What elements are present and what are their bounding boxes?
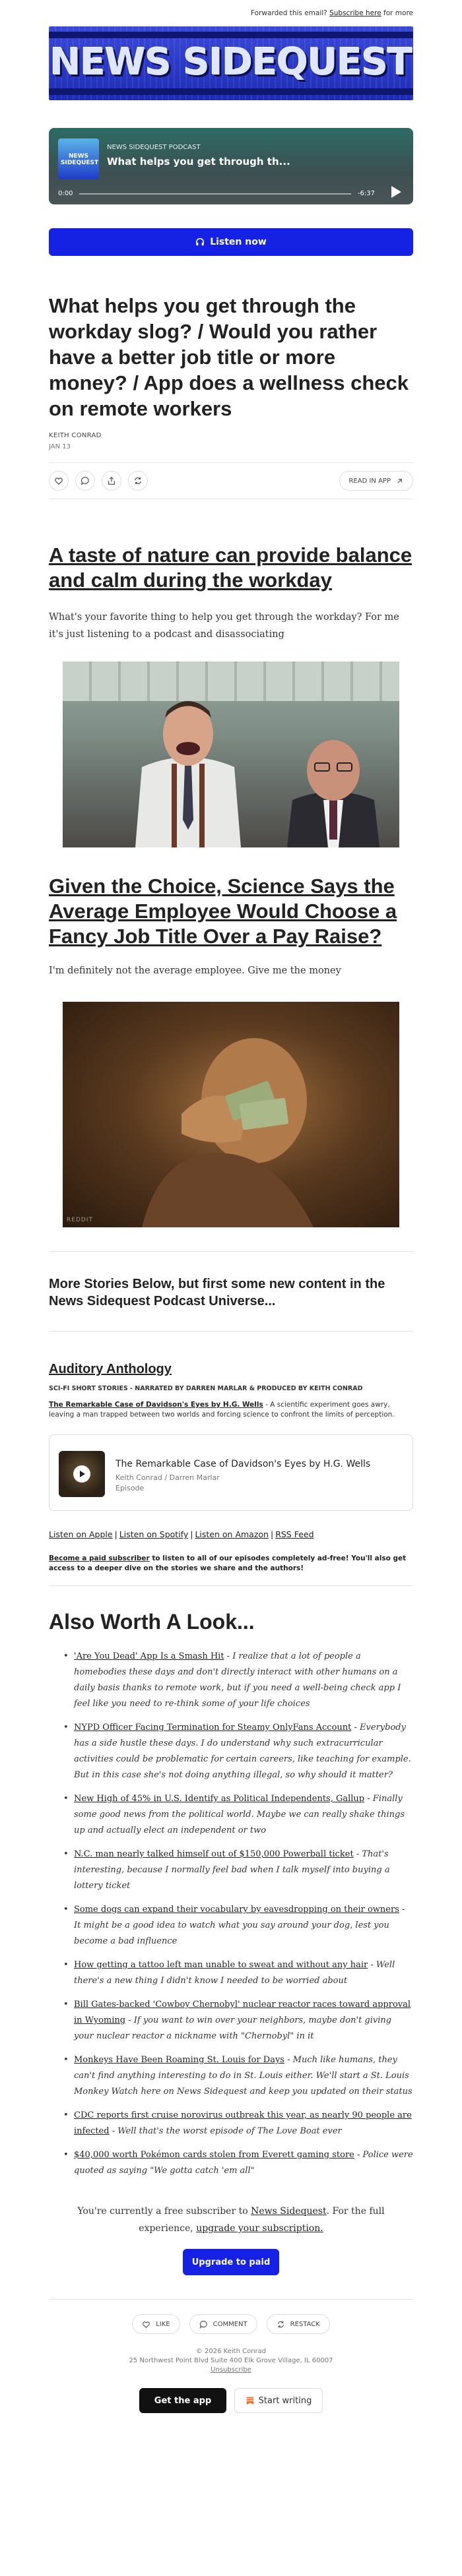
story-list bbox=[49, 1649, 413, 2179]
divider bbox=[49, 1251, 413, 1252]
address: 25 Northwest Point Blvd Suite 400 Elk Grove Village, IL 60007 bbox=[129, 2357, 333, 2364]
divider bbox=[49, 2299, 413, 2300]
subscription-text: You're currently a free subscriber to bbox=[77, 2206, 251, 2217]
heart-icon bbox=[54, 476, 63, 485]
story-comment: - I realize that a lot of people a homebodies these days and don't directly interact with other humans on a daily basis thanks to remote work, but if you need a well-being check app I feel like you need to re-think some of your life choices bbox=[74, 1651, 401, 1709]
banner-logo-text: NEWS SIDEQUEST bbox=[50, 41, 412, 84]
share-icon bbox=[107, 476, 116, 485]
time-remaining: -6:37 bbox=[357, 190, 375, 197]
listen-amazon-link[interactable]: Listen on Amazon bbox=[195, 1529, 269, 1539]
post-actions-bar bbox=[49, 462, 413, 499]
footer-actions bbox=[49, 2314, 413, 2334]
story-comment: - Finally some good news from the political world. Maybe we can really shake things up and actually elect an independent or two bbox=[74, 1794, 405, 1835]
listen-now-button[interactable] bbox=[49, 228, 413, 256]
section-body-nature: What's your favorite thing to help you get through the workday? For me it's just listening to a podcast and disassociating bbox=[49, 612, 399, 640]
listen-apple-link[interactable]: Listen on Apple bbox=[49, 1529, 113, 1539]
laughing-man-figure bbox=[135, 688, 241, 847]
anthology-subtitle: SCI-FI SHORT STORIES - NARRATED BY DARREN MARLAR & PRODUCED BY KEITH CONRAD bbox=[49, 1385, 363, 1392]
list-item bbox=[74, 1649, 413, 1712]
story-comment: - Police were quoted as saying "We gotta catch 'em all" bbox=[74, 2150, 413, 2176]
post-date: JAN 13 bbox=[49, 443, 71, 450]
list-item bbox=[74, 1791, 413, 1839]
subscription-text: . For the full experience, bbox=[139, 2206, 385, 2234]
listen-spotify-link[interactable]: Listen on Spotify bbox=[119, 1529, 189, 1539]
story-link[interactable]: NYPD Officer Facing Termination for Steamy OnlyFans Account bbox=[74, 1723, 352, 1733]
list-item bbox=[74, 2052, 413, 2100]
time-elapsed: 0:00 bbox=[58, 190, 73, 197]
story-comment: - Well that's the worst episode of The Love Boat ever bbox=[109, 2126, 342, 2136]
external-arrow-icon bbox=[396, 477, 403, 485]
forwarded-bar bbox=[49, 0, 413, 26]
crying-man-money-figure bbox=[63, 1002, 399, 1227]
story-link[interactable]: CDC reports first cruise norovirus outbreak this year, as nearly 90 people are infected bbox=[74, 2110, 412, 2136]
story-link[interactable]: New High of 45% in U.S. Identify as Political Independents, Gallup bbox=[74, 1794, 365, 1804]
story-link[interactable]: Some dogs can expand their vocabulary by eavesdropping on their owners bbox=[74, 1905, 399, 1915]
story-comment: - It might be a good idea to watch what you say around your dog, lest you become a bad influence bbox=[74, 1905, 405, 1946]
like-button[interactable] bbox=[49, 471, 69, 491]
read-in-app-button[interactable] bbox=[339, 471, 414, 491]
forwarded-text: Forwarded this email? bbox=[251, 9, 327, 17]
newsletter-banner[interactable] bbox=[49, 26, 413, 100]
comment-label: COMMENT bbox=[213, 2320, 248, 2328]
list-item bbox=[74, 2147, 413, 2179]
playback-bar[interactable] bbox=[58, 190, 375, 197]
footer-restack-button[interactable] bbox=[267, 2314, 330, 2334]
become-paid-link[interactable]: Become a paid subscriber bbox=[49, 1554, 150, 1562]
upgrade-to-paid-button[interactable]: Upgrade to paid bbox=[183, 2249, 279, 2275]
play-icon bbox=[387, 183, 404, 200]
more-stories-heading: More Stories Below, but first some new content in the News Sidequest Podcast Universe... bbox=[49, 1277, 385, 1308]
podcast-label: NEWS SIDEQUEST PODCAST bbox=[107, 144, 201, 151]
podcast-thumbnail-text: NEWS SIDEQUEST bbox=[61, 153, 99, 166]
story-link[interactable]: Monkeys Have Been Roaming St. Louis for Days bbox=[74, 2055, 284, 2065]
podcast-player[interactable] bbox=[49, 128, 413, 204]
gif-watermark: REDDIT bbox=[67, 1217, 93, 1223]
anthology-story-text: - A scientific experiment goes awry, leaving a man trapped between two worlds and forcing science to confront the limits of perception. bbox=[49, 1401, 395, 1419]
list-item bbox=[74, 1997, 413, 2044]
banner-stripe bbox=[49, 88, 413, 95]
upgrade-subscription-link[interactable]: upgrade your subscription. bbox=[196, 2223, 323, 2234]
subscribe-link[interactable]: Subscribe here bbox=[329, 9, 381, 17]
list-item bbox=[74, 1847, 413, 1894]
story-link[interactable]: Bill Gates-backed 'Cowboy Chernobyl' nuclear reactor races toward approval in Wyoming bbox=[74, 2000, 411, 2025]
story-comment: - That's interesting, because I normally feel bad when I talk myself into buying a lottery ticket bbox=[74, 1849, 390, 1891]
episode-play-button[interactable] bbox=[73, 1465, 90, 1483]
heart-icon bbox=[142, 2320, 150, 2329]
get-app-button[interactable]: Get the app bbox=[139, 2388, 226, 2413]
episode-authors: Keith Conrad / Darren Marlar bbox=[116, 1473, 220, 1482]
story-link[interactable]: How getting a tattoo left man unable to sweat and without any hair bbox=[74, 1960, 368, 1970]
reaction-buttons bbox=[49, 471, 148, 491]
story-link[interactable]: N.C. man nearly talked himself out of $150,000 Powerball ticket bbox=[74, 1849, 354, 1859]
paid-note-text: to listen to all of our episodes completely ad-free! You'll also get access to a deeper dive on the stories we share and the authors! bbox=[49, 1554, 407, 1572]
story-comment: - Everybody has a side hustle these days. I do understand why such extracurricular activities could be problematic for certain careers, like teaching for example. But in this case she's not doing anything illegal, so why should it matter? bbox=[74, 1723, 411, 1780]
forwarded-suffix: for more bbox=[383, 9, 413, 17]
listen-now-label: Listen now bbox=[210, 237, 267, 247]
episode-type: Episode bbox=[116, 1484, 145, 1492]
section-heading-job-title[interactable]: Given the Choice, Science Says the Average Employee Would Choose a Fancy Job Title Over a Pay Raise? bbox=[49, 874, 397, 948]
divider bbox=[49, 1585, 413, 1586]
office-reaction-gif[interactable] bbox=[63, 661, 399, 847]
footer-like-button[interactable] bbox=[132, 2314, 180, 2334]
list-item bbox=[74, 1720, 413, 1783]
legal-footer bbox=[49, 2347, 413, 2375]
story-comment: - Well there's a new thing I didn't know I needed to be worried about bbox=[74, 1960, 395, 1986]
list-item bbox=[74, 2108, 413, 2139]
start-writing-button[interactable] bbox=[234, 2388, 323, 2413]
footer-comment-button[interactable] bbox=[189, 2314, 257, 2334]
unsubscribe-link[interactable]: Unsubscribe bbox=[211, 2366, 251, 2374]
play-button[interactable] bbox=[387, 183, 404, 200]
story-comment: - If you want to win over your neighbors, maybe don't giving your nuclear reactor a nickname with "Chernobyl" in it bbox=[74, 2015, 392, 2041]
podcast-thumbnail bbox=[58, 138, 99, 179]
headphones-icon bbox=[195, 237, 205, 247]
restack-button[interactable] bbox=[128, 471, 148, 491]
story-link[interactable]: $40,000 worth Pokémon cards stolen from Everett gaming store bbox=[74, 2150, 354, 2160]
restack-icon bbox=[277, 2320, 285, 2329]
story-link[interactable]: 'Are You Dead' App Is a Smash Hit bbox=[74, 1651, 224, 1661]
app-buttons bbox=[49, 2388, 413, 2413]
listen-links: Listen on Apple | Listen on Spotify | Listen on Amazon | RSS Feed bbox=[49, 1529, 314, 1539]
also-worth-heading: Also Worth A Look... bbox=[49, 1610, 255, 1634]
section-body-job-title: I'm definitely not the average employee. Give me the money bbox=[49, 966, 341, 976]
anthology-title[interactable]: Auditory Anthology bbox=[49, 1362, 172, 1376]
restack-icon bbox=[133, 476, 143, 485]
episode-title: The Remarkable Case of Davidson's Eyes by H.G. Wells bbox=[116, 1459, 371, 1469]
divider bbox=[49, 1331, 413, 1332]
author-name[interactable]: KEITH CONRAD bbox=[49, 432, 102, 439]
banner-stripe bbox=[49, 32, 413, 38]
episode-card[interactable] bbox=[49, 1434, 413, 1511]
post-title[interactable]: What helps you get through the workday slog? / Would you rather have a better job title or more money? / App does a wellness check on remote workers bbox=[49, 294, 409, 420]
substack-icon bbox=[246, 2396, 255, 2405]
read-in-app-label: READ IN APP bbox=[348, 477, 391, 485]
rss-feed-link[interactable]: RSS Feed bbox=[275, 1529, 314, 1539]
play-icon bbox=[78, 1470, 86, 1478]
start-writing-label: Start writing bbox=[258, 2395, 312, 2406]
anthology-description bbox=[49, 1400, 413, 1420]
money-reaction-gif[interactable] bbox=[63, 1002, 399, 1227]
anthology-story-link[interactable]: The Remarkable Case of Davidson's Eyes by H.G. Wells bbox=[49, 1401, 263, 1409]
older-man-figure bbox=[287, 734, 380, 847]
progress-track[interactable] bbox=[79, 193, 350, 195]
email-column bbox=[49, 0, 413, 2413]
story-comment: - Much like humans, they can't find anything interesting to do in St. Louis either. We'll start a St. Louis Monkey Watch here on News Sidequest and keep you updated on their status bbox=[74, 2055, 412, 2097]
comment-button[interactable] bbox=[75, 471, 95, 491]
subscription-note bbox=[49, 2203, 413, 2237]
like-label: LIKE bbox=[156, 2320, 170, 2328]
copyright: © 2026 Keith Conrad bbox=[195, 2348, 267, 2355]
paid-subscriber-note bbox=[49, 1554, 413, 1574]
restack-label: RESTACK bbox=[290, 2320, 320, 2328]
section-heading-nature[interactable]: A taste of nature can provide balance and calm during the workday bbox=[49, 543, 412, 592]
podcast-episode-title: What helps you get through th... bbox=[107, 156, 290, 168]
publication-link[interactable]: News Sidequest bbox=[251, 2206, 327, 2217]
share-button[interactable] bbox=[102, 471, 121, 491]
comment-icon bbox=[81, 476, 90, 485]
list-item bbox=[74, 1902, 413, 1949]
comment-icon bbox=[199, 2320, 208, 2329]
list-item bbox=[74, 1957, 413, 1989]
